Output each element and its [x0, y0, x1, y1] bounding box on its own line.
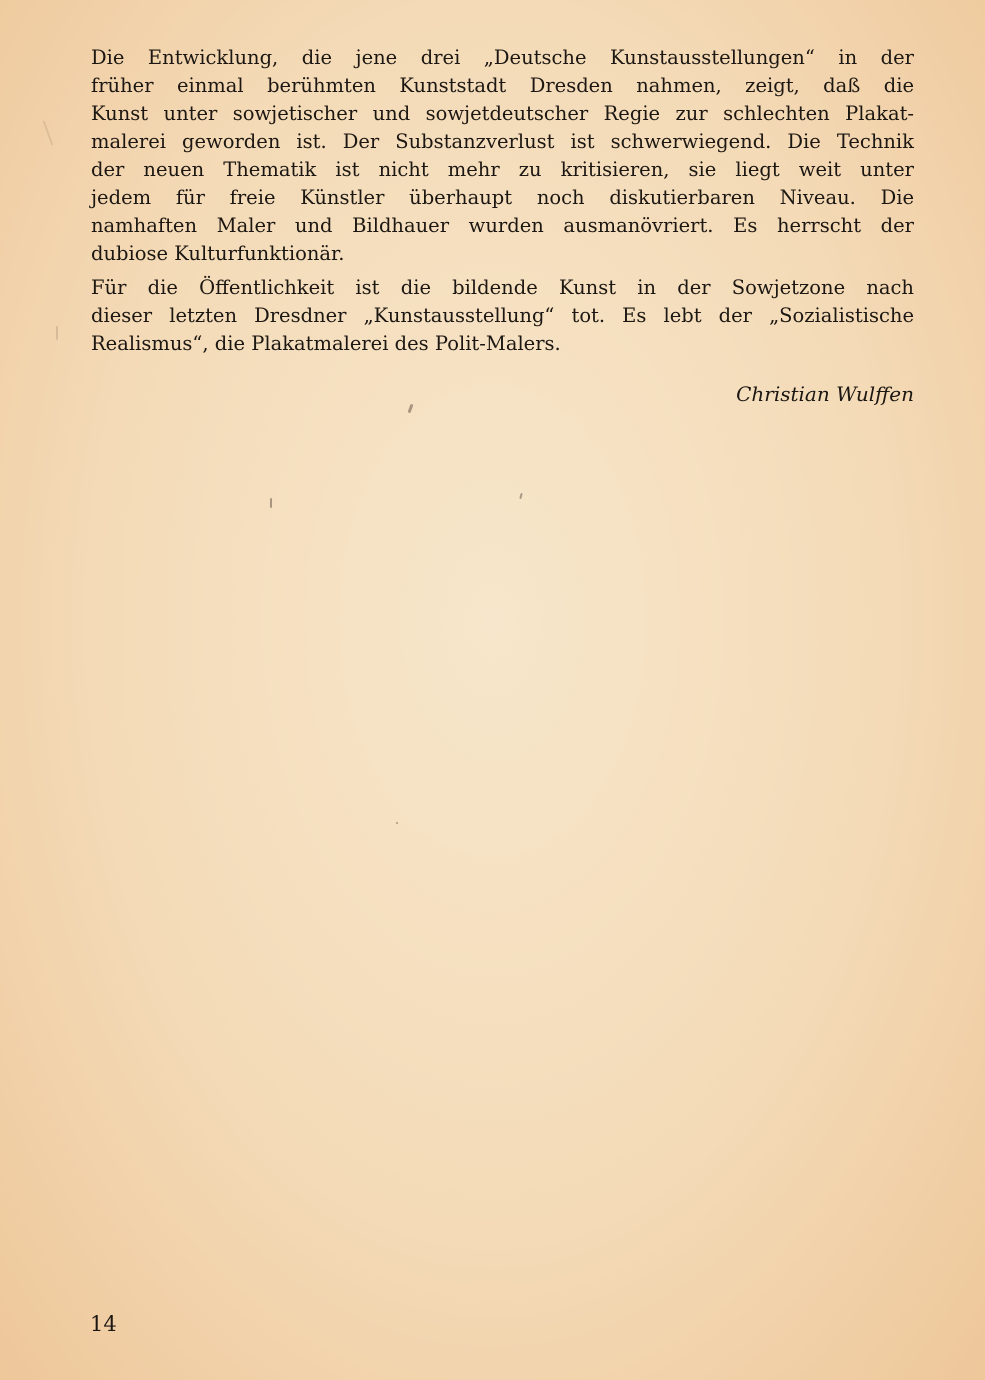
text-line: dubiose Kulturfunktionär.	[91, 242, 345, 265]
author-signature: Christian Wulffen	[736, 382, 914, 406]
text-line: namhaften Maler und Bildhauer wurden ausmanövriert. Es herrscht der	[91, 214, 914, 237]
paragraph-2	[91, 274, 914, 358]
text-line: malerei geworden ist. Der Substanzverlust ist schwerwiegend. Die Technik	[91, 130, 914, 153]
paper-speck	[519, 493, 522, 499]
text-line: Kunst unter sowjetischer und sowjetdeutscher Regie zur schlechten Plakat-	[91, 102, 914, 125]
text-line: früher einmal berühmten Kunststadt Dresden nahmen, zeigt, daß die	[91, 74, 914, 97]
paper-speck	[43, 120, 54, 145]
paper-speck	[56, 326, 58, 340]
paper-speck	[270, 498, 272, 508]
paper-speck	[408, 404, 414, 413]
paragraph-1	[91, 44, 914, 268]
page-number: 14	[90, 1312, 117, 1336]
paper-speck	[396, 822, 398, 824]
text-line: der neuen Thematik ist nicht mehr zu kritisieren, sie liegt weit unter	[91, 158, 914, 181]
text-line: jedem für freie Künstler überhaupt noch diskutierbaren Niveau. Die	[91, 186, 914, 209]
article-body	[91, 44, 914, 358]
text-line: dieser letzten Dresdner „Kunstausstellung“ tot. Es lebt der „Sozialistische	[91, 304, 914, 327]
text-line: Realismus“, die Plakatmalerei des Polit-Malers.	[91, 332, 561, 355]
text-line: Für die Öffentlichkeit ist die bildende Kunst in der Sowjetzone nach	[91, 276, 914, 299]
text-line: Die Entwicklung, die jene drei „Deutsche Kunstausstellungen“ in der	[91, 46, 914, 69]
